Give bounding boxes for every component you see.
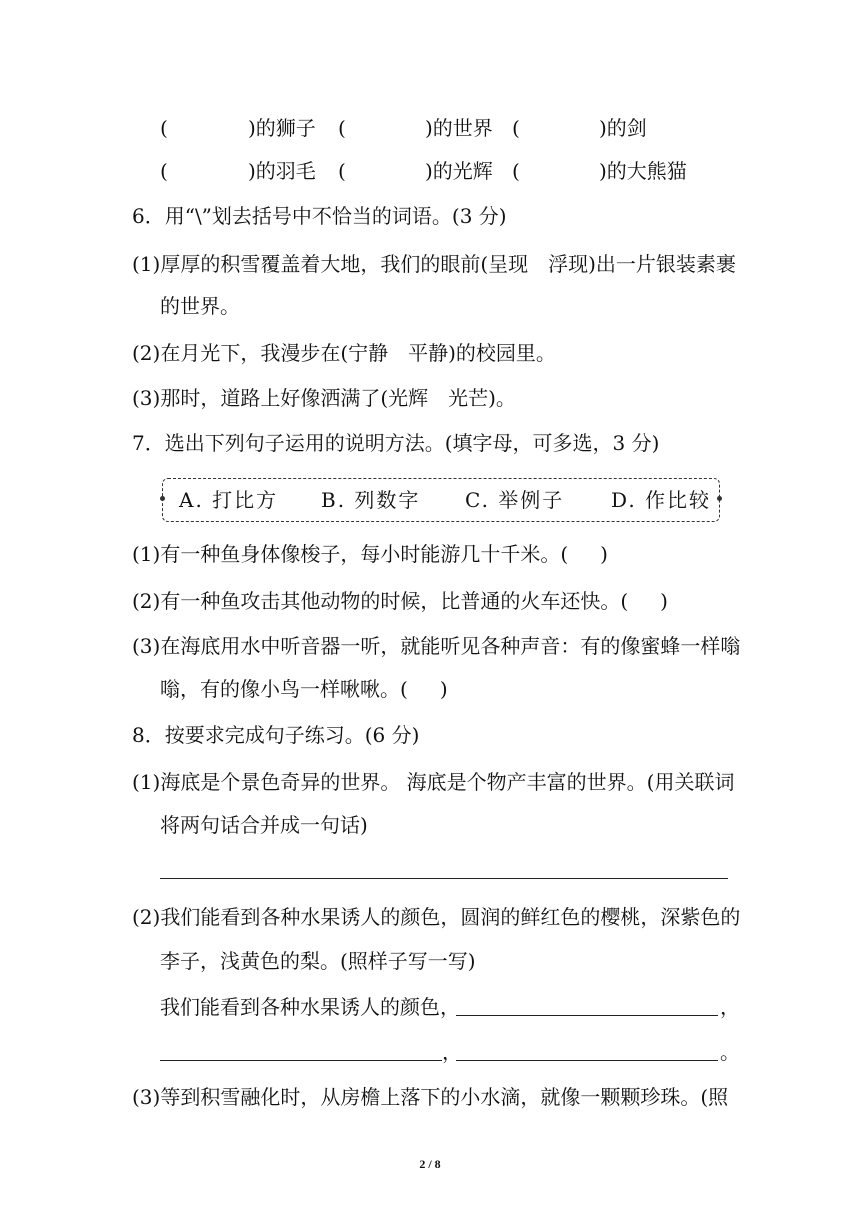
- q5-blank-1-open: (: [160, 116, 168, 140]
- q8-s2-line2: 李子，浅黄色的梨。(照样子写一写): [160, 949, 476, 973]
- q8-s1-line2: 将两句话合并成一句话): [160, 813, 368, 837]
- q6-item-1: (1)厚厚的积雪覆盖着大地，我们的眼前(呈现 浮现)出一片银装素裹: [132, 252, 736, 276]
- q7-item-2: [132, 587, 668, 615]
- q7-item-1: [132, 540, 608, 568]
- box-left-dot: [160, 496, 165, 501]
- q8-s3-line1: (3)等到积雪融化时，从房檐上落下的小水滴，就像一颗颗珍珠。(照: [132, 1085, 729, 1109]
- q8-s2-line3: 我们能看到各种水果诱人的颜色，: [160, 995, 460, 1019]
- q5-blank-1-label: )的狮子: [248, 116, 316, 140]
- page-number: 2 / 8: [419, 1157, 441, 1171]
- q6-title: 6．用“\”划去括号中不恰当的词语。(3 分): [132, 204, 507, 228]
- q5-blank-6-label: )的大熊猫: [599, 159, 687, 183]
- q5-blank-6-open: (: [512, 159, 520, 183]
- q5-blank-4-open: (: [160, 159, 168, 183]
- q7-item-3: (3)在海底用水中听音器一听，就能听见各种声音：有的像蜜蜂一样嗡: [132, 634, 741, 658]
- answer-line-2[interactable]: [456, 1015, 718, 1016]
- period: 。: [720, 1040, 740, 1064]
- q5-blank-3-open: (: [512, 116, 520, 140]
- option-d: D. 作比较: [611, 488, 712, 512]
- answer-line-3[interactable]: [160, 1060, 442, 1061]
- q7-item-1-close: ): [600, 542, 608, 566]
- q5-blank-3-label: )的剑: [599, 116, 647, 140]
- q5-blank-4-label: )的羽毛: [248, 159, 316, 183]
- box-right-dot: [717, 496, 722, 501]
- q7-item-3-text: 嗡，有的像小鸟一样啾啾。(: [160, 677, 408, 701]
- q5-blank-5-label: )的光辉: [425, 159, 493, 183]
- q7-item-1-text: (1)有一种鱼身体像梭子，每小时能游几十千米。(: [132, 542, 569, 566]
- q7-item-3-cont: [160, 675, 448, 703]
- q8-s1-line1: (1)海底是个景色奇异的世界。 海底是个物产丰富的世界。(用关联词: [132, 770, 735, 794]
- option-a: A. 打比方: [179, 488, 279, 512]
- q7-item-2-close: ): [660, 589, 668, 613]
- q5-blank-5-open: (: [338, 159, 346, 183]
- q8-title: 8．按要求完成句子练习。(6 分): [132, 723, 420, 747]
- q5-blank-2-label: )的世界: [425, 116, 493, 140]
- q7-item-3-close: ): [439, 677, 448, 701]
- answer-line-4[interactable]: [456, 1060, 718, 1061]
- q7-item-2-text: (2)有一种鱼攻击其他动物的时候，比普通的火车还快。(: [132, 589, 629, 613]
- q6-item-1-cont: 的世界。: [160, 294, 240, 318]
- answer-line-1[interactable]: [160, 878, 728, 879]
- comma-2: ，: [442, 1040, 462, 1064]
- q5-blank-2-open: (: [338, 116, 346, 140]
- options-box: [162, 478, 720, 522]
- option-b: B. 列数字: [321, 488, 421, 512]
- q8-s2-line1: (2)我们能看到各种水果诱人的颜色，圆润的鲜红色的樱桃，深紫色的: [132, 905, 741, 929]
- q6-item-2: (2)在月光下，我漫步在(宁静 平静)的校园里。: [132, 341, 556, 365]
- comma-1: ，: [720, 995, 740, 1019]
- option-c: C. 举例子: [465, 488, 565, 512]
- q6-item-3: (3)那时，道路上好像洒满了(光辉 光芒)。: [132, 386, 516, 410]
- q7-title: 7．选出下列句子运用的说明方法。(填字母，可多选，3 分): [132, 431, 660, 455]
